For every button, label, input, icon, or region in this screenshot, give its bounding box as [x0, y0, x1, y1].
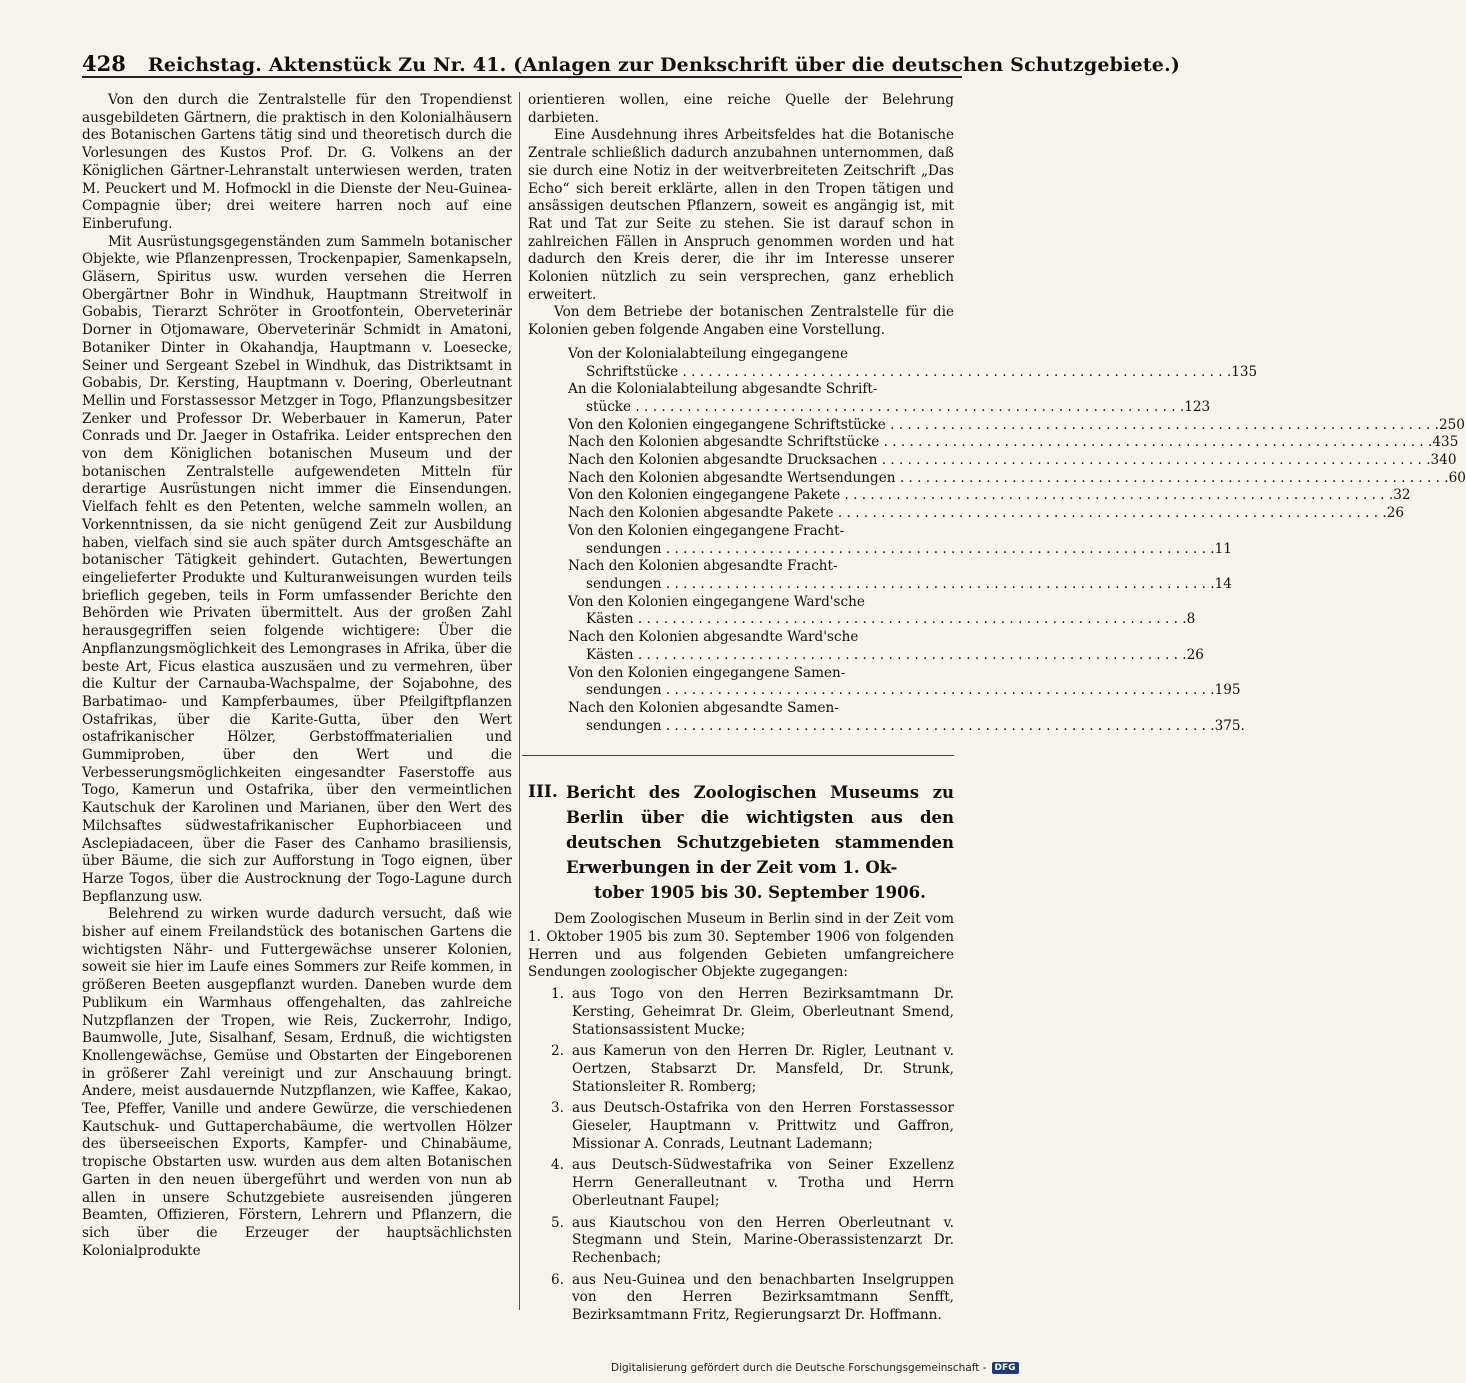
right-column [528, 92, 1466, 1329]
list-item-text: aus Neu-Guinea und den benachbarten Inselgruppen von den Herren Bezirksamtmann Senfft, Bezirksamtmann Fritz, Regierungsarzt Dr. Hoffmann. [572, 1271, 954, 1324]
stat-heading-text: Nach den Kolonien abgesandte Samen- [568, 699, 839, 716]
stat-row [568, 540, 1232, 559]
stat-row-heading [568, 700, 936, 718]
stat-value: 8 [1186, 611, 1196, 628]
list-item-number: 1. [551, 986, 564, 1003]
stat-value: 375. [1214, 717, 1245, 734]
stat-value: 195 [1214, 682, 1241, 699]
right-paragraph-2: Eine Ausdehnung ihres Arbeitsfeldes hat die Botanische Zentrale schließlich dadurch anzubahnen unternommen, daß sie durch eine Notiz in der weitverbreiteten Zeitschrift „Das Echo“ sich bereit erklärte, allen in den Tropen tätigen und ansässigen deutschen Pflanzern, soweit es angängig ist, mit Rat und Tat zur Seite zu stehen. Sie ist darauf schon in zahlreichen Fällen in Anspruch genommen worden und hat dadurch den Kreis derer, die ihr im Interesse unserer Kolonien nützlich zu sein versprechen, ganz erheblich erweitert. [528, 127, 954, 303]
stat-row [568, 469, 1466, 488]
statistics-list [568, 345, 1466, 735]
stat-row-heading [568, 381, 936, 399]
stat-label: sendungen . . . [586, 541, 1215, 559]
stat-value: 123 [1184, 398, 1211, 415]
list-item-number: 2. [551, 1043, 564, 1060]
list-item-text: aus Togo von den Herren Bezirksamtmann Dr. Kersting, Geheimrat Dr. Gleim, Oberleutnant Smend, Stationsassistent Mucke; [572, 986, 954, 1038]
list-item [528, 1043, 954, 1096]
section-heading [528, 780, 954, 905]
stat-label: Von den Kolonien eingegangene Schriftstücke . . . [568, 417, 1439, 435]
stat-label: sendungen . . . [586, 718, 1215, 736]
stat-label: sendungen . . . [586, 682, 1215, 700]
list-item-number: 6. [551, 1271, 564, 1288]
left-paragraph-3: Belehrend zu wirken wurde dadurch versucht, daß wie bisher auf einem Freilandstück des botanischen Gartens die wichtigsten Nähr- und Futtergewächse unserer Kolonien, soweit sie hier im Laufe eines Sommers zur Reife kommen, in größeren Beeten ausgepflanzt wurden. Daneben wurde dem Publikum ein Warmhaus offengehalten, das zahlreiche Nutzpflanzen der Tropen, wie Reis, Zuckerrohr, Indigo, Baumwolle, Jute, Sisalhanf, Sesam, Erdnuß, die wichtigsten Knollengewächse, Gemüse und Obstarten der Eingeborenen in größerer Zahl vereinigt und zur Anschauung bringt. Andere, meist ausdauernde Nutzpflanzen, wie Kaffee, Kakao, Tee, Pfeffer, Vanille und andere Gewürze, die verschiedenen Kautschuk- und Guttaperchabäume, die wertvollen Hölzer des überseeischen Exports, Kampfer- und Chinabäume, tropische Obstarten usw. wurden aus dem alten Botanischen Garten in den neuen übergeführt und werden von nun ab allen in unsere Schutzgebiete ausreisenden jüngeren Beamten, Offizieren, Förstern, Lehrern und Pflanzern, die sich über die Erzeuger der hauptsächlichsten Kolonialprodukte [82, 906, 512, 1259]
stat-row [568, 575, 1232, 594]
left-paragraph-1: Von den durch die Zentralstelle für den Tropendienst ausgebildeten Gärtnern, die praktisch in den Kolonialhäusern des Botanischen Gartens tätig sind und theoretisch durch die Vorlesungen des Kustos Prof. Dr. G. Volkens an der Königlichen Gärtner-Lehranstalt unterwiesen werden, traten M. Peuckert und M. Hofmockl in die Dienste der Neu-Guinea-Compagnie über; drei weitere harren noch auf eine Einberufung. [82, 92, 512, 232]
stat-heading-text: Nach den Kolonien abgesandte Fracht- [568, 558, 838, 575]
stat-row [568, 682, 1241, 700]
right-paragraph-1: orientieren wollen, eine reiche Quelle der Belehrung darbieten. [528, 92, 954, 126]
stat-row-heading [568, 629, 936, 647]
list-item [528, 1157, 954, 1210]
donor-list [528, 986, 954, 1325]
stat-heading-text: Von den Kolonien eingegangene Fracht- [568, 522, 845, 539]
section-rule [522, 755, 954, 756]
right-paragraph-4: Dem Zoologischen Museum in Berlin sind in der Zeit vom 1. Oktober 1905 bis zum 30. September 1906 von folgenden Herren und aus folgenden Gebieten umfangreichere Sendungen zoologischer Objekte zugegangen: [528, 911, 954, 981]
left-paragraph-2: Mit Ausrüstungsgegenständen zum Sammeln botanischer Objekte, wie Pflanzenpressen, Trockenpapier, Samenkapseln, Gläsern, Spiritus usw. wurden versehen die Herren Obergärtner Bohr in Windhuk, Hauptmann Streitwolf in Gobabis, Tierarzt Schröter in Grootfontein, Oberveterinär Dorner in Otjomaware, Oberveterinär Schmidt in Amatoni, Botaniker Dinter in Okahandja, Hauptmann v. Loesecke, Seiner und Sergeant Szebel in Windhuk, das Distriktsamt in Gobabis, Dr. Kersting, Hauptmann v. Doering, Oberleutnant Mellin und Forstassessor Metzger in Togo, Pflanzungsbesitzer Zenker und Professor Dr. Weberbauer in Kamerun, Pater Conrads und Dr. Jaeger in Ostafrika. Leider entsprechen den von dem Königlichen botanischen Museum und der botanischen Zentralstelle aufgewendeten Mitteln für derartige Ausrüstungen nicht immer die Einsendungen. Vielfach fehlt es den Petenten, welche sammeln wollen, an Vorkenntnissen, da sie nicht genügend Zeit zur Ausbildung haben, vielfach sind sie auch später durch Amtsgeschäfte an botanischer Tätigkeit gehindert. Gutachten, Bewertungen eingelieferter Produkte und Kulturanweisungen wurden teils brieflich gegeben, teils in Form umfassender Berichte den Behörden wie Privaten übermittelt. Aus der großen Zahl herausgegriffen seien folgende wichtigere: Über die Anpflanzungsmöglichkeit des Lemongrases in Afrika, über die beste Art, Ficus elastica auszusäen und zu vermehren, über die Kultur der Carnauba-Wachspalme, der Sojabohne, des Barbatimao- und Kampferbaumes, über Pfeilgiftpflanzen Ostafrikas, über die Karite-Gutta, über den Wert ostafrikanischer Hölzer, Gerbstoffmaterialien und Gummiproben, über den Wert und die Verbesserungsmöglichkeiten eingesandter Faserstoffe aus Togo, Kamerun und Ostafrika, über den vermeintlichen Kautschuk der Karolinen und Marianen, über den Wert des Milchsaftes südwestafrikanischer Euphorbiaceen und Asclepiadaceen, über die Faser des Canhamo brasiliensis, über Bäume, die sich zur Aufforstung in Togo eignen, über Harze Togos, über die Austrocknung der Togo-Lagune durch Bepflanzung usw. [82, 233, 512, 905]
stat-row [568, 363, 1258, 382]
stat-row [568, 717, 1245, 736]
list-item-text: aus Kamerun von den Herren Dr. Rigler, Leutnant v. Oertzen, Stabsarzt Dr. Mansfeld, Dr. Strunk, Stationsleiter R. Romberg; [572, 1043, 954, 1095]
stat-label: Schriftstücke . . . [586, 364, 1231, 382]
footer [611, 1362, 1019, 1374]
right-paragraph-3: Von dem Betriebe der botanischen Zentralstelle für die Kolonien geben folgende Angaben eine Vorstellung. [528, 304, 954, 339]
section-title [566, 780, 954, 905]
stat-value: 135 [1231, 363, 1258, 380]
column-divider [519, 92, 520, 1310]
list-item-number: 5. [551, 1214, 564, 1231]
stat-heading-text: Von den Kolonien eingegangene Ward'sche [568, 593, 865, 610]
stat-label: stücke . . . [586, 399, 1184, 417]
stat-label: sendungen . . . [586, 576, 1215, 594]
page-number: 428 [82, 51, 126, 76]
stat-row-heading [568, 346, 936, 364]
stat-heading-text: Von den Kolonien eingegangene Samen- [568, 664, 846, 681]
stat-row [568, 646, 1204, 665]
stat-row [568, 505, 1405, 523]
list-item-text: aus Deutsch-Ostafrika von den Herren Forstassessor Gieseler, Hauptmann v. Prittwitz und Gaffron, Missionar A. Conrads, Leutnant Lademann; [572, 1100, 954, 1152]
section-title-line-2: tober 1905 bis 30. September 1906. [594, 883, 926, 903]
list-item [528, 1272, 954, 1325]
section-number: III. [528, 782, 558, 803]
list-item-number: 4. [551, 1157, 564, 1174]
stat-value: 60 [1448, 469, 1466, 486]
stat-row [568, 487, 1411, 505]
stat-row-heading [568, 665, 936, 683]
stat-label: Nach den Kolonien abgesandte Drucksachen . . . [568, 452, 1431, 470]
stat-row-heading [568, 558, 936, 576]
left-column [82, 92, 512, 1260]
running-title: Reichstag. Aktenstück Zu Nr. 41. (Anlagen zur Denkschrift über die deutschen Schutzgebiete.) [147, 54, 1181, 76]
stat-row [568, 398, 1211, 417]
list-item-text: aus Kiautschou von den Herren Oberleutnant v. Stegmann und Stein, Marine-Oberassistenzarzt Dr. Rechenbach; [572, 1214, 954, 1266]
list-item [528, 1100, 954, 1153]
list-item [528, 986, 954, 1039]
stat-value: 14 [1214, 575, 1232, 592]
dfg-logo: DFG [992, 1362, 1019, 1374]
section-title-line-1: Bericht des Zoologischen Museums zu Berlin über die wichtigsten aus den deutschen Schutzgebieten stammenden Erwerbungen in der Zeit vom 1. Ok- [566, 783, 954, 878]
stat-row [568, 416, 1465, 435]
stat-value: 435 [1432, 434, 1459, 451]
list-item-number: 3. [551, 1100, 564, 1117]
list-item-text: aus Deutsch-Südwestafrika von Seiner Exzellenz Herrn Generalleutnant v. Trotha und Herrn Oberleutnant Faupel; [572, 1157, 954, 1209]
stat-row-heading [568, 594, 936, 612]
list-item [528, 1215, 954, 1268]
stat-value: 11 [1214, 540, 1232, 557]
stat-value: 250 [1438, 416, 1465, 433]
stat-value: 32 [1393, 487, 1411, 504]
stat-row [568, 452, 1457, 470]
stat-value: 26 [1386, 505, 1405, 522]
stat-label: Nach den Kolonien abgesandte Schriftstücke . . . [568, 434, 1432, 452]
stat-value: 26 [1186, 646, 1204, 663]
footer-text: Digitalisierung gefördert durch die Deutsche Forschungsgemeinschaft - [611, 1362, 987, 1374]
stat-row-heading [568, 523, 936, 541]
stat-row [568, 611, 1196, 629]
stat-label: Kästen . . . [586, 611, 1187, 629]
stat-value: 340 [1430, 452, 1457, 469]
stat-heading-text: Nach den Kolonien abgesandte Ward'sche [568, 629, 859, 646]
stat-heading-text: An die Kolonialabteilung abgesandte Schrift- [568, 381, 878, 398]
stat-label: Von den Kolonien eingegangene Pakete . . . [568, 487, 1393, 505]
stat-row [568, 434, 1459, 452]
stat-label: Nach den Kolonien abgesandte Wertsendungen . . . [568, 470, 1449, 488]
stat-label: Nach den Kolonien abgesandte Pakete . . . [568, 505, 1387, 523]
stat-label: Kästen . . . [586, 647, 1187, 665]
stat-heading-text: Von der Kolonialabteilung eingegangene [568, 345, 848, 362]
running-header [82, 42, 1181, 78]
